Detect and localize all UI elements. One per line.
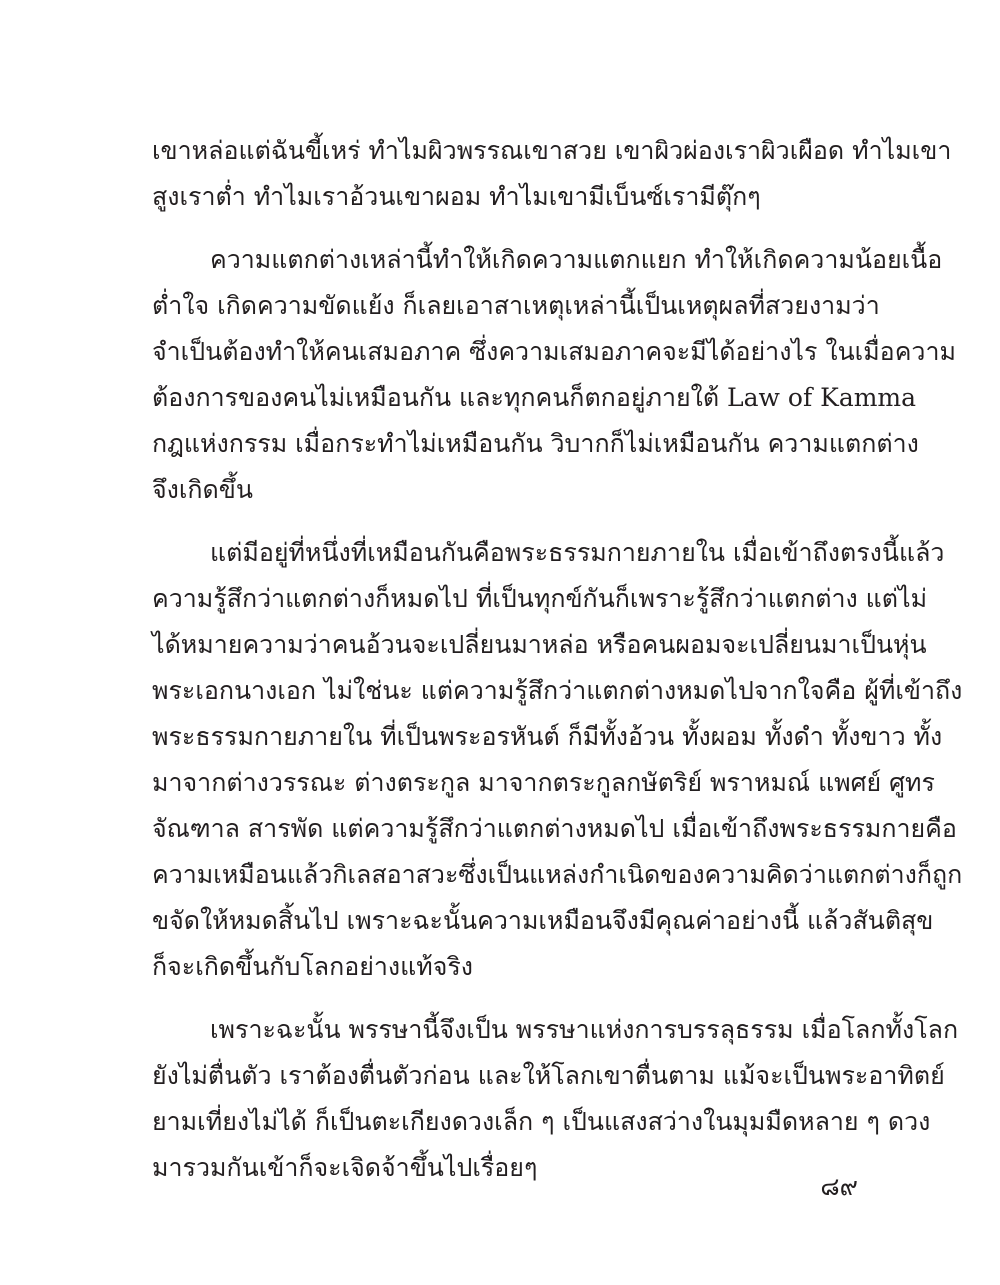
text-line: เขาหล่อแต่ฉันขี้เหร่ ทำไมผิวพรรณเขาสวย เขาผิวผ่องเราผิวเผือด ทำไมเขา	[152, 136, 952, 165]
body-text	[152, 128, 963, 1208]
text-line: จำเป็นต้องทำให้คนเสมอภาค ซึ่งความเสมอภาคจะมีได้อย่างไร ในเมื่อความ	[152, 337, 956, 366]
text-line: ได้หมายความว่าคนอ้วนจะเปลี่ยนมาหล่อ หรือคนผอมจะเปลี่ยนมาเป็นหุ่น	[152, 630, 927, 659]
text-line: จัณฑาล สารพัด แต่ความรู้สึกว่าแตกต่างหมดไป เมื่อเข้าถึงพระธรรมกายคือ	[152, 814, 957, 843]
text-line: ความรู้สึกว่าแตกต่างก็หมดไป ที่เป็นทุกข์กันก็เพราะรู้สึกว่าแตกต่าง แต่ไม่	[152, 584, 928, 613]
text-line: แต่มีอยู่ที่หนึ่งที่เหมือนกันคือพระธรรมกายภายใน เมื่อเข้าถึงตรงนี้แล้ว	[210, 538, 945, 567]
paragraph-2	[152, 237, 956, 513]
text-line: ยามเที่ยงไม่ได้ ก็เป็นตะเกียงดวงเล็ก ๆ เป็นแสงสว่างในมุมมืดหลาย ๆ ดวง	[152, 1107, 931, 1136]
text-line: ความแตกต่างเหล่านี้ทำให้เกิดความแตกแยก ทำให้เกิดความน้อยเนื้อ	[210, 245, 943, 274]
text-line: สูงเราต่ำ ทำไมเราอ้วนเขาผอม ทำไมเขามีเบ็นซ์เรามีตุ๊กๆ	[152, 182, 761, 211]
text-line: ก็จะเกิดขึ้นกับโลกอย่างแท้จริง	[152, 952, 473, 981]
text-line: จึงเกิดขึ้น	[152, 475, 253, 504]
text-line: ต้องการของคนไม่เหมือนกัน และทุกคนก็ตกอยู่ภายใต้ Law of Kamma	[152, 383, 917, 412]
text-line: เพราะฉะนั้น พรรษานี้จึงเป็น พรรษาแห่งการบรรลุธรรม เมื่อโลกทั้งโลก	[210, 1015, 959, 1044]
text-line: ต่ำใจ เกิดความขัดแย้ง ก็เลยเอาสาเหตุเหล่านี้เป็นเหตุผลที่สวยงามว่า	[152, 291, 880, 320]
text-line: มาจากต่างวรรณะ ต่างตระกูล มาจากตระกูลกษัตริย์ พราหมณ์ แพศย์ ศูทร	[152, 768, 935, 797]
text-line: มารวมกันเข้าก็จะเจิดจ้าขึ้นไปเรื่อยๆ	[152, 1153, 538, 1182]
text-line: พระธรรมกายภายใน ที่เป็นพระอรหันต์ ก็มีทั้งอ้วน ทั้งผอม ทั้งดำ ทั้งขาว ทั้ง	[152, 722, 943, 751]
text-line: ยังไม่ตื่นตัว เราต้องตื่นตัวก่อน และให้โลกเขาตื่นตาม แม้จะเป็นพระอาทิตย์	[152, 1061, 945, 1090]
text-line: พระเอกนางเอก ไม่ใช่นะ แต่ความรู้สึกว่าแตกต่างหมดไปจากใจคือ ผู้ที่เข้าถึง	[152, 676, 963, 705]
page-number: ๘๙	[820, 1172, 858, 1201]
paragraph-3	[152, 530, 963, 990]
text-line: ขจัดให้หมดสิ้นไป เพราะฉะนั้นความเหมือนจึงมีคุณค่าอย่างนี้ แล้วสันติสุข	[152, 906, 934, 935]
text-line: ความเหมือนแล้วกิเลสอาสวะซึ่งเป็นแหล่งกำเนิดของความคิดว่าแตกต่างก็ถูก	[152, 860, 963, 889]
text-line: กฎแห่งกรรม เมื่อกระทำไม่เหมือนกัน วิบากก็ไม่เหมือนกัน ความแตกต่าง	[152, 429, 919, 458]
paragraph-1	[152, 128, 952, 220]
paragraph-4	[152, 1007, 959, 1191]
